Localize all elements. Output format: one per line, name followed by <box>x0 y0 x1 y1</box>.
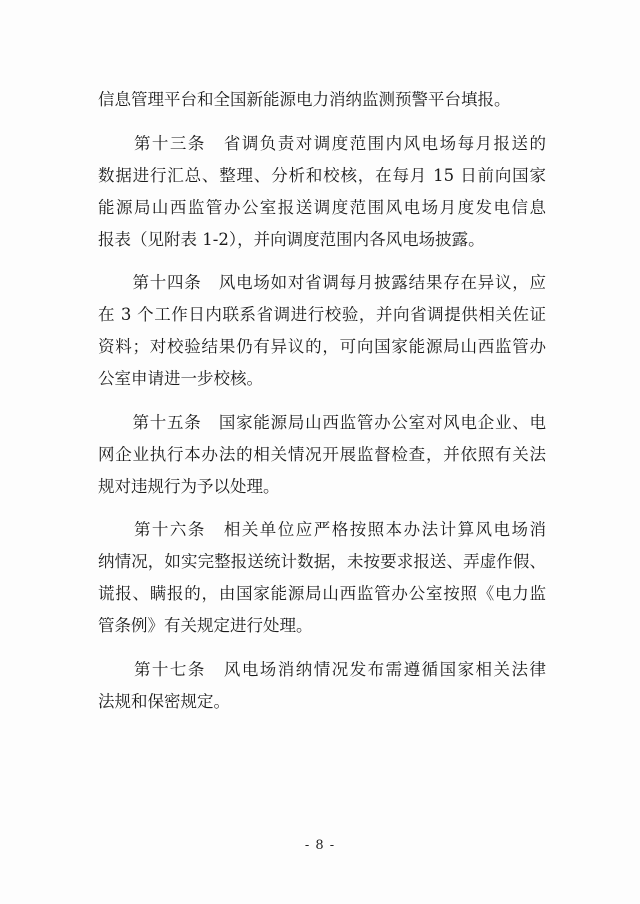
paragraph-article-15 <box>98 407 546 503</box>
text-line: 报表（见附表 1-2），并向调度范围内各风电场披露。 <box>98 229 485 249</box>
paragraph <box>98 84 546 116</box>
text-line: 第十七条 风电场消纳情况发布需遵循国家相关法律 <box>98 659 546 679</box>
text-line: 信息管理平台和全国新能源电力消纳监测预警平台填报。 <box>98 90 511 109</box>
text-line: 资料；对校验结果仍有异议的，可向国家能源局山西监管办 <box>98 337 546 356</box>
text-line: 在 3 个工作日内联系省调进行校验，并向省调提供相关佐证 <box>98 305 546 324</box>
text-line: 第十六条 相关单位应严格按照本办法计算风电场消 <box>98 520 546 539</box>
text-line: 第十五条 国家能源局山西监管办公室对风电企业、电 <box>98 412 546 432</box>
paragraph-article-16 <box>98 514 546 642</box>
text-line: 能源局山西监管办公室报送调度范围风电场月度发电信息 <box>98 197 546 217</box>
text-line: 法规和保密规定。 <box>98 691 230 711</box>
paragraph-article-17 <box>98 654 546 718</box>
text-line: 公室申请进一步校核。 <box>98 369 263 388</box>
text-line: 规对违规行为予以处理。 <box>98 476 280 496</box>
text-line: 数据进行汇总、整理、分析和校核，在每月 15 日前向国家 <box>98 165 546 185</box>
text-line: 第十三条 省调负责对调度范围内风电场每月报送的 <box>98 133 546 153</box>
text-line: 第十四条 风电场如对省调每月披露结果存在异议，应 <box>98 273 546 292</box>
text-line: 网企业执行本办法的相关情况开展监督检查，并依照有关法 <box>98 444 546 464</box>
text-line: 管条例》有关规定进行处理。 <box>98 616 313 635</box>
text-line: 纳情况，如实完整报送统计数据，未按要求报送、弄虚作假、 <box>98 552 546 571</box>
text-line: 谎报、瞒报的，由国家能源局山西监管办公室按照《电力监 <box>98 584 546 603</box>
paragraph-article-13 <box>98 128 546 256</box>
document-body <box>98 84 546 718</box>
paragraph-article-14 <box>98 267 546 395</box>
page-number: - 8 - <box>304 838 336 853</box>
